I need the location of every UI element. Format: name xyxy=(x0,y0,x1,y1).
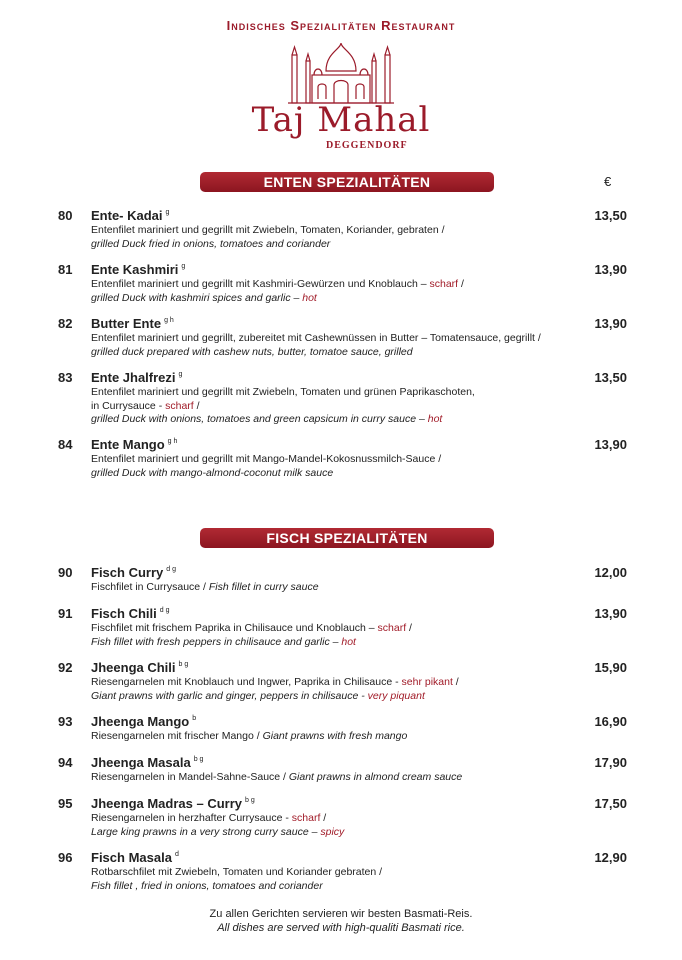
item-name xyxy=(91,606,169,621)
restaurant-tagline: Indisches Spezialitäten Restaurant xyxy=(226,18,456,33)
spice-level: hot xyxy=(302,291,317,304)
allergen-codes: g h xyxy=(167,438,178,445)
item-name xyxy=(91,755,203,770)
item-description xyxy=(91,386,601,427)
description-line xyxy=(91,771,601,785)
allergen-codes: g xyxy=(165,209,170,216)
section-title-duck: ENTEN SPEZIALITÄTEN xyxy=(200,172,494,192)
description-text: Riesengarnelen mit Knoblauch und Ingwer, Paprika in Chilisauce - xyxy=(91,676,402,688)
item-description xyxy=(91,278,601,305)
item-name-text: Jheenga Chili xyxy=(91,660,176,675)
description-text: Riesengarnelen mit frischer Mango / xyxy=(91,730,263,742)
item-number: 91 xyxy=(58,606,73,621)
item-name xyxy=(91,262,185,277)
item-name-text: Fisch Masala xyxy=(91,850,172,865)
restaurant-city: DEGGENDORF xyxy=(326,140,408,151)
description-line xyxy=(91,690,601,704)
description-line xyxy=(91,278,601,292)
item-name-text: Jheenga Madras – Curry xyxy=(91,796,243,811)
item-name xyxy=(91,565,176,580)
item-price: 13,90 xyxy=(594,606,627,621)
item-number: 96 xyxy=(58,850,73,865)
description-text: Entenfilet mariniert und gegrillt mit Zwiebeln, Tomaten und grünen Paprikaschoten, xyxy=(91,386,475,398)
item-price: 13,50 xyxy=(594,370,627,385)
description-text: grilled duck prepared with cashew nuts, butter, tomatoe sauce, grilled xyxy=(91,345,413,358)
item-price: 12,90 xyxy=(594,850,627,865)
description-text: Large king prawns in a very strong curry sauce – xyxy=(91,825,321,838)
item-number: 93 xyxy=(58,714,73,729)
item-number: 95 xyxy=(58,796,73,811)
item-price: 16,90 xyxy=(594,714,627,729)
allergen-codes: b g xyxy=(245,797,255,804)
description-text: Riesengarnelen in Mandel-Sahne-Sauce / xyxy=(91,771,289,783)
spice-level: scharf xyxy=(429,278,459,290)
description-text: in Currysauce - xyxy=(91,399,166,412)
description-text: Giant prawns with garlic and ginger, peppers in chilisauce - xyxy=(91,689,368,702)
description-text: / xyxy=(406,622,412,634)
description-text: grilled Duck with mango-almond-coconut milk sauce xyxy=(91,466,334,479)
description-text: Entenfilet mariniert und gegrillt mit Zwiebeln, Tomaten, Koriander, gebraten / xyxy=(91,224,445,236)
item-name-text: Jheenga Masala xyxy=(91,755,191,770)
description-text: / xyxy=(458,278,464,290)
item-description xyxy=(91,453,601,480)
item-description xyxy=(91,622,601,649)
item-name-text: Ente Kashmiri xyxy=(91,262,179,277)
description-line xyxy=(91,812,601,826)
item-number: 83 xyxy=(58,370,73,385)
description-text: / xyxy=(452,676,459,688)
allergen-codes: b g xyxy=(193,756,204,763)
item-name-text: Fisch Curry xyxy=(91,565,164,580)
item-name-text: Ente Mango xyxy=(91,437,165,452)
description-translation: Giant prawns in almond cream sauce xyxy=(288,771,463,783)
item-name xyxy=(91,850,179,865)
section-title-fish: FISCH SPEZIALITÄTEN xyxy=(200,528,494,548)
description-line xyxy=(91,676,601,690)
item-name xyxy=(91,714,196,729)
allergen-codes: b g xyxy=(178,661,189,668)
description-translation: Giant prawns with fresh mango xyxy=(262,730,408,742)
description-text: Fish fillet , fried in onions, tomatoes and coriander xyxy=(91,879,323,892)
description-line xyxy=(91,238,601,252)
description-text: Entenfilet mariniert und gegrillt mit Kashmiri-Gewürzen und Knoblauch – xyxy=(91,278,430,290)
description-text: Entenfilet mariniert und gegrillt, zubereitet mit Cashewnüssen in Butter – Tomatensauce, gegrillt / xyxy=(91,332,541,344)
item-description xyxy=(91,332,601,359)
description-text: Rotbarschfilet mit Zwiebeln, Tomaten und Koriander gebraten / xyxy=(91,866,383,878)
spice-level: sehr pikant xyxy=(401,676,453,688)
item-price: 13,90 xyxy=(594,437,627,452)
restaurant-name: Taj Mahal xyxy=(251,100,431,140)
menu-header xyxy=(0,18,682,105)
description-line xyxy=(91,826,601,840)
description-line xyxy=(91,346,601,360)
description-line xyxy=(91,880,601,894)
item-name-text: Ente- Kadai xyxy=(91,208,163,223)
item-description xyxy=(91,581,601,595)
item-price: 13,90 xyxy=(594,316,627,331)
item-name xyxy=(91,796,255,811)
description-line xyxy=(91,332,601,346)
item-name-text: Fisch Chili xyxy=(91,606,157,621)
item-name xyxy=(91,208,169,223)
spice-level: spicy xyxy=(320,825,345,838)
item-name xyxy=(91,316,174,331)
footer-note-en: All dishes are served with high-qualiti Basmati rice. xyxy=(217,921,465,934)
description-text: / xyxy=(320,812,327,824)
item-number: 90 xyxy=(58,565,73,580)
item-price: 17,50 xyxy=(594,796,627,811)
description-text: grilled Duck fried in onions, tomatoes and coriander xyxy=(91,237,331,250)
menu-footer xyxy=(0,908,682,935)
taj-mahal-icon xyxy=(286,41,396,105)
item-number: 84 xyxy=(58,437,73,452)
description-line xyxy=(91,581,601,595)
description-text: grilled Duck with kashmiri spices and garlic – xyxy=(91,291,303,304)
description-line xyxy=(91,866,601,880)
description-line xyxy=(91,386,601,400)
description-line xyxy=(91,636,601,650)
item-name-text: Ente Jhalfrezi xyxy=(91,370,176,385)
allergen-codes: d g xyxy=(166,566,176,573)
item-number: 92 xyxy=(58,660,73,675)
description-line xyxy=(91,292,601,306)
description-line xyxy=(91,453,601,467)
currency-symbol: € xyxy=(604,174,612,189)
allergen-codes: g h xyxy=(164,317,174,324)
item-description xyxy=(91,676,601,703)
description-text: Fish fillet with fresh peppers in chilisauce and garlic – xyxy=(91,635,342,648)
item-price: 13,50 xyxy=(594,208,627,223)
item-number: 82 xyxy=(58,316,73,331)
item-name-text: Butter Ente xyxy=(91,316,162,331)
allergen-codes: d xyxy=(174,851,179,858)
spice-level: hot xyxy=(427,413,443,425)
item-price: 15,90 xyxy=(594,660,627,675)
allergen-codes: b xyxy=(192,715,197,722)
description-text: / xyxy=(193,399,200,412)
spice-level: scharf xyxy=(291,812,321,824)
spice-level: scharf xyxy=(377,622,407,634)
item-price: 17,90 xyxy=(594,755,627,770)
item-description xyxy=(91,866,601,893)
description-translation: Fish fillet in curry sauce xyxy=(208,581,319,593)
allergen-codes: g xyxy=(181,263,186,270)
description-text: Fischfilet in Currysauce / xyxy=(91,581,209,593)
allergen-codes: g xyxy=(178,371,183,378)
description-text: Riesengarnelen in herzhafter Currysauce - xyxy=(91,812,292,824)
item-description xyxy=(91,812,601,839)
spice-level: hot xyxy=(341,635,356,648)
item-number: 81 xyxy=(58,262,73,277)
allergen-codes: d g xyxy=(159,607,170,614)
item-name xyxy=(91,437,177,452)
item-name xyxy=(91,370,182,385)
description-text: Fischfilet mit frischem Paprika in Chilisauce und Knoblauch – xyxy=(91,622,378,634)
description-line xyxy=(91,622,601,636)
description-line xyxy=(91,730,601,744)
item-description xyxy=(91,771,601,785)
spice-level: scharf xyxy=(165,399,194,412)
item-description xyxy=(91,224,601,251)
item-number: 94 xyxy=(58,755,73,770)
description-line xyxy=(91,224,601,238)
description-line xyxy=(91,400,601,414)
item-name-text: Jheenga Mango xyxy=(91,714,190,729)
item-name xyxy=(91,660,188,675)
item-price: 12,00 xyxy=(594,565,627,580)
item-description xyxy=(91,730,601,744)
description-line xyxy=(91,413,601,427)
description-text: Entenfilet mariniert und gegrillt mit Mango-Mandel-Kokosnussmilch-Sauce / xyxy=(91,453,442,465)
description-text: grilled Duck with onions, tomatoes and green capsicum in curry sauce – xyxy=(91,413,428,425)
item-number: 80 xyxy=(58,208,73,223)
spice-level: very piquant xyxy=(367,689,425,702)
item-price: 13,90 xyxy=(594,262,627,277)
description-line xyxy=(91,467,601,481)
footer-note-de: Zu allen Gerichten servieren wir besten Basmati-Reis. xyxy=(209,908,473,920)
